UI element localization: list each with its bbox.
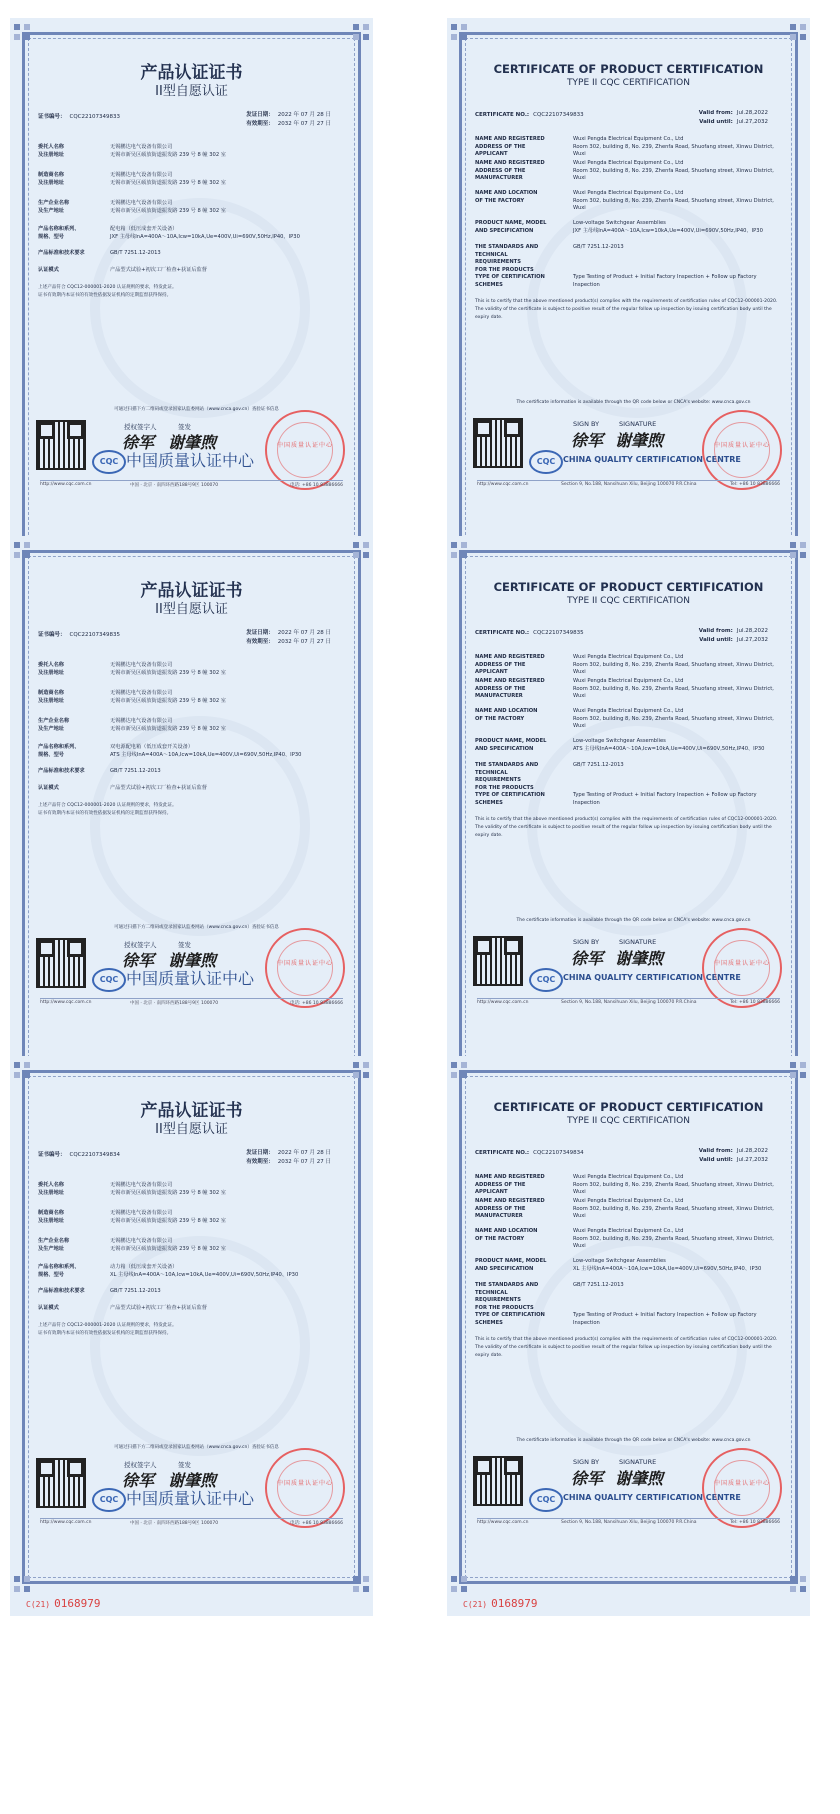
- certificate-subtitle: TYPE II CQC CERTIFICATION: [567, 1116, 690, 1126]
- issuing-organization: 中国质量认证中心: [126, 451, 255, 470]
- issue-date: 发证日期： 2022 年 07 月 28 日: [246, 1150, 331, 1156]
- signature-2: 谢肇煦: [615, 431, 664, 450]
- qr-note: The certificate information is available through the QR code below or CNCA's website: www.cnca.gov.cn: [516, 1438, 751, 1443]
- certification-statement: 上述产品符合 CQC12-000001-2020 认证规则的要求，特发此证。 证书有效期内本证书的有效性依据发证机构的定期监督获得保持。: [38, 1323, 177, 1336]
- valid-until: Valid until: Jul.27,2032: [699, 119, 768, 125]
- footer-tel: Tel: +86 10 83886666: [730, 1520, 780, 1525]
- valid-from: Valid from: Jul.28,2022: [698, 1148, 768, 1154]
- footer-tel: 电话: +86 10 83886666: [290, 1521, 343, 1526]
- footer-url: http://www.cqc.com.cn: [477, 1000, 529, 1005]
- cqc-logo: CQC: [92, 450, 126, 474]
- signer-label: 授权签字人: [124, 1461, 157, 1469]
- certificate-number: CERTIFICATE NO.: CQC22107349833: [475, 112, 584, 118]
- corner-ornament: [451, 24, 467, 40]
- corner-ornament: [14, 1062, 30, 1078]
- serial-number: C(21) 0168979: [26, 1597, 101, 1610]
- certificate-en: CERTIFICATE OF PRODUCT CERTIFICATION TYPE II CQC CERTIFICATION CERTIFICATE NO.: CQC22107349835 Valid from: Jul.28,2022 Valid until: Jul.27,2032 NAME AND REGISTERED ADDRESS OF THE APPLICANT Wuxi Pengda Electrical Equipment Co., Ltd Room 302, building 8, No. 239, Zhenfa Road, Shuofang street, Xinwu District, Wuxi NAME AND REGISTERED ADDRESS OF THE MANUFACTURER Wuxi Pengda Electrical Equipment Co., Ltd Room 302, building 8, No. 239, Zhenfa Road, Shuofang street, Xinwu District, Wuxi NAME AND LOCATION OF THE FACTORY Wuxi Pengda Electrical Equipment Co., Ltd Room 302, building 8, No. 239, Zhenfa Road, Shuofang street, Xinwu District, Wuxi PRODUCT NAME, MODEL AND SPECIFICATION Low-voltage Switchgear Assemblies ATS 主母线InA=400A～10A,Icw=10kA,Ue=400V,Ui=690V,50Hz,IP40、IP30 THE STANDARDS AND TECHNICAL REQUIREMENTS FOR THE PRODUCTS GB/T 7251.12-2013 TYPE OF CERTIFICATION SCHEMES Type Testing of Product + Initial Factory Inspection + Follow up Factory Inspection This is to certify that the above mentioned product(s) complies with the requirements of certification rules of CQC12-000001-2020. The validity of the certificate is subject to positive result of the regular follow up inspection by issuing certification body until the expiry date. The certificate information is available through the QR code below or CNCA's website: www.cnca.gov.cn SIGN BY SIGNATURE 徐军 谢肇煦 CQC CHINA QUALITY CERTIFICATION CENTRE 中国质量认证中心 http://www.cqc.com.cn Section 9, No.188, Nansihuan Xilu, Beijing 100070 P.R.China Tel: +86 10 83886666: [447, 536, 810, 1096]
- signature-1: 徐军: [571, 1469, 604, 1488]
- corner-ornament: [353, 1062, 369, 1078]
- qr-code: [36, 1458, 86, 1508]
- valid-date: 有效期至： 2032 年 07 月 27 日: [246, 1159, 331, 1165]
- footer-address: Section 9, No.188, Nansihuan Xilu, Beijing 100070 P.R.China: [561, 482, 697, 487]
- signby-label: SIGN BY: [573, 938, 600, 946]
- certificate-title: 产品认证证书: [140, 63, 243, 83]
- certificate-title: CERTIFICATE OF PRODUCT CERTIFICATION: [493, 62, 764, 76]
- signature-label: SIGNATURE: [619, 938, 657, 946]
- signature-label: SIGNATURE: [619, 420, 657, 428]
- certification-statement: This is to certify that the above mentioned product(s) complies with the requirements of certification rules of CQC12-000001-2020. The validity of the certificate is subject to positive result of the regular follow up inspection by issuing certification body until the expiry date.: [475, 299, 778, 320]
- qr-code: [36, 938, 86, 988]
- valid-until: Valid until: Jul.27,2032: [699, 637, 768, 643]
- issue-date: 发证日期： 2022 年 07 月 28 日: [246, 630, 331, 636]
- cqc-logo: CQC: [92, 968, 126, 992]
- certification-statement: This is to certify that the above mentioned product(s) complies with the requirements of certification rules of CQC12-000001-2020. The validity of the certificate is subject to positive result of the regular follow up inspection by issuing certification body until the expiry date.: [475, 1337, 778, 1358]
- signature-1: 徐军: [122, 1471, 155, 1490]
- official-seal: 中国质量认证中心: [702, 410, 782, 490]
- official-seal: 中国质量认证中心: [702, 928, 782, 1008]
- issuing-organization: 中国质量认证中心: [126, 1489, 255, 1508]
- certificate-title: CERTIFICATE OF PRODUCT CERTIFICATION: [493, 580, 764, 594]
- certification-statement: 上述产品符合 CQC12-000001-2020 认证规则的要求，特发此证。 证书有效期内本证书的有效性依据发证机构的定期监督获得保持。: [38, 285, 177, 298]
- official-seal: 中国质量认证中心: [265, 928, 345, 1008]
- valid-date: 有效期至： 2032 年 07 月 27 日: [246, 639, 331, 645]
- footer: [477, 1518, 780, 1527]
- certificate-cn: 产品认证证书 II型自愿认证 证书编号： CQC22107349834 发证日期： 2022 年 07 月 28 日 有效期至： 2032 年 07 月 27 日 委托人名称 及注册地址 无锡鹏达电气设备有限公司 无锡市新吴区硕放街道振发路 239 号 8 幢 302 室 制造商名称 及注册地址 无锡鹏达电气设备有限公司 无锡市新吴区硕放街道振发路 239 号 8 幢 302 室 生产企业名称 及生产地址 无锡鹏达电气设备有限公司 无锡市新吴区硕放街道振发路 239 号 8 幢 302 室 产品名称和系列、 规格、型号 动力箱（低压成套开关设备） XL 主母线InA=400A～10A,Icw=10kA,Ue=400V,Ui=690V,50Hz,IP40、IP30 产品标准和技术要求 GB/T 7251.12-2013 认证模式 产品型式试验+初次工厂检查+获证后监督 上述产品符合 CQC12-000001-2020 认证规则的要求，特发此证。 证书有效期内本证书的有效性依据发证机构的定期监督获得保持。 可通过扫描下方二维码或登录国家认监委网站（www.cnca.gov.cn）查验证书信息 授权签字人 签发 徐军 谢肇煦 CQC 中国质量认证中心 中国质量认证中心 http://www.cqc.com.cn 中国 · 北京 · 南四环西路188号9区 100070 电话: +86 10 83886666 C(21) 0168979: [10, 1056, 373, 1616]
- issuing-organization: CHINA QUALITY CERTIFICATION CENTRE: [563, 455, 741, 464]
- certificate-subtitle: II型自愿认证: [155, 1122, 228, 1137]
- qr-code: [473, 418, 523, 468]
- corner-ornament: [451, 1576, 467, 1592]
- footer-url: http://www.cqc.com.cn: [477, 482, 529, 487]
- certificate-subtitle: II型自愿认证: [155, 602, 228, 617]
- corner-ornament: [14, 542, 30, 558]
- qr-code: [36, 420, 86, 470]
- cqc-logo: CQC: [529, 968, 563, 992]
- valid-until: Valid until: Jul.27,2032: [699, 1157, 768, 1163]
- footer-tel: Tel: +86 10 83886666: [730, 482, 780, 487]
- signature-2: 谢肇煦: [168, 1471, 217, 1490]
- corner-ornament: [353, 1576, 369, 1592]
- certificate-subtitle: TYPE II CQC CERTIFICATION: [567, 78, 690, 88]
- certificate-title: CERTIFICATE OF PRODUCT CERTIFICATION: [493, 1100, 764, 1114]
- corner-ornament: [353, 24, 369, 40]
- certificate-subtitle: II型自愿认证: [155, 84, 228, 99]
- valid-from: Valid from: Jul.28,2022: [698, 110, 768, 116]
- qr-note: 可通过扫描下方二维码或登录国家认监委网站（www.cnca.gov.cn）查验证书信息: [114, 407, 279, 412]
- qr-note: The certificate information is available through the QR code below or CNCA's website: www.cnca.gov.cn: [516, 400, 751, 405]
- footer-url: http://www.cqc.com.cn: [40, 1000, 92, 1005]
- signature-2: 谢肇煦: [168, 951, 217, 970]
- corner-ornament: [353, 542, 369, 558]
- certification-statement: 上述产品符合 CQC12-000001-2020 认证规则的要求，特发此证。 证书有效期内本证书的有效性依据发证机构的定期监督获得保持。: [38, 803, 177, 816]
- corner-ornament: [790, 1062, 806, 1078]
- certificate-number: 证书编号： CQC22107349834: [38, 1152, 121, 1158]
- official-seal: 中国质量认证中心: [702, 1448, 782, 1528]
- cqc-logo: CQC: [529, 1488, 563, 1512]
- certificate-subtitle: TYPE II CQC CERTIFICATION: [567, 596, 690, 606]
- issuing-organization: 中国质量认证中心: [126, 969, 255, 988]
- signby-label: SIGN BY: [573, 420, 600, 428]
- official-seal: 中国质量认证中心: [265, 1448, 345, 1528]
- certificate-number: 证书编号： CQC22107349833: [38, 114, 121, 120]
- certificate-title: 产品认证证书: [140, 1101, 243, 1121]
- footer: [477, 480, 780, 489]
- corner-ornament: [451, 542, 467, 558]
- corner-ornament: [14, 24, 30, 40]
- qr-note: 可通过扫描下方二维码或登录国家认监委网站（www.cnca.gov.cn）查验证书信息: [114, 925, 279, 930]
- qr-code: [473, 1456, 523, 1506]
- certificate-number: 证书编号： CQC22107349835: [38, 632, 121, 638]
- signby-label: SIGN BY: [573, 1458, 600, 1466]
- footer: [40, 480, 343, 489]
- cqc-logo: CQC: [92, 1488, 126, 1512]
- footer: [40, 998, 343, 1007]
- corner-ornament: [451, 1062, 467, 1078]
- certificate-title: 产品认证证书: [140, 581, 243, 601]
- footer-address: 中国 · 北京 · 南四环西路188号9区 100070: [130, 1001, 219, 1006]
- official-seal: 中国质量认证中心: [265, 410, 345, 490]
- footer: [40, 1518, 343, 1527]
- signature-1: 徐军: [122, 951, 155, 970]
- corner-ornament: [790, 24, 806, 40]
- footer-url: http://www.cqc.com.cn: [477, 1520, 529, 1525]
- signature-2: 谢肇煦: [615, 949, 664, 968]
- footer-tel: 电话: +86 10 83886666: [290, 1001, 343, 1006]
- issuer-label: 签发: [178, 423, 191, 431]
- certificate-en: CERTIFICATE OF PRODUCT CERTIFICATION TYPE II CQC CERTIFICATION CERTIFICATE NO.: CQC22107349833 Valid from: Jul.28,2022 Valid until: Jul.27,2032 NAME AND REGISTERED ADDRESS OF THE APPLICANT Wuxi Pengda Electrical Equipment Co., Ltd Room 302, building 8, No. 239, Zhenfa Road, Shuofang street, Xinwu District, Wuxi NAME AND REGISTERED ADDRESS OF THE MANUFACTURER Wuxi Pengda Electrical Equipment Co., Ltd Room 302, building 8, No. 239, Zhenfa Road, Shuofang street, Xinwu District, Wuxi NAME AND LOCATION OF THE FACTORY Wuxi Pengda Electrical Equipment Co., Ltd Room 302, building 8, No. 239, Zhenfa Road, Shuofang street, Xinwu District, Wuxi PRODUCT NAME, MODEL AND SPECIFICATION Low-voltage Switchgear Assemblies JXF 主母线InA=400A～10A,Icw=10kA,Ue=400V,Ui=690V,50Hz,IP40、IP30 THE STANDARDS AND TECHNICAL REQUIREMENTS FOR THE PRODUCTS GB/T 7251.12-2013 TYPE OF CERTIFICATION SCHEMES Type Testing of Product + Initial Factory Inspection + Follow up Factory Inspection This is to certify that the above mentioned product(s) complies with the requirements of certification rules of CQC12-000001-2020. The validity of the certificate is subject to positive result of the regular follow up inspection by issuing certification body until the expiry date. The certificate information is available through the QR code below or CNCA's website: www.cnca.gov.cn SIGN BY SIGNATURE 徐军 谢肇煦 CQC CHINA QUALITY CERTIFICATION CENTRE 中国质量认证中心 http://www.cqc.com.cn Section 9, No.188, Nansihuan Xilu, Beijing 100070 P.R.China Tel: +86 10 83886666: [447, 18, 810, 578]
- footer-url: http://www.cqc.com.cn: [40, 1520, 92, 1525]
- valid-from: Valid from: Jul.28,2022: [698, 628, 768, 634]
- footer-address: 中国 · 北京 · 南四环西路188号9区 100070: [130, 1521, 219, 1526]
- cqc-logo: CQC: [529, 450, 563, 474]
- issue-date: 发证日期： 2022 年 07 月 28 日: [246, 112, 331, 118]
- certificate-number: CERTIFICATE NO.: CQC22107349835: [475, 630, 584, 636]
- issuing-organization: CHINA QUALITY CERTIFICATION CENTRE: [563, 973, 741, 982]
- footer-address: Section 9, No.188, Nansihuan Xilu, Beijing 100070 P.R.China: [561, 1000, 697, 1005]
- signature-2: 谢肇煦: [168, 433, 217, 452]
- footer-tel: 电话: +86 10 83886666: [290, 483, 343, 488]
- issuing-organization: CHINA QUALITY CERTIFICATION CENTRE: [563, 1493, 741, 1502]
- certification-statement: This is to certify that the above mentioned product(s) complies with the requirements of certification rules of CQC12-000001-2020. The validity of the certificate is subject to positive result of the regular follow up inspection by issuing certification body until the expiry date.: [475, 817, 778, 838]
- signature-label: SIGNATURE: [619, 1458, 657, 1466]
- corner-ornament: [790, 1576, 806, 1592]
- serial-number: C(21) 0168979: [463, 1597, 538, 1610]
- signer-label: 授权签字人: [124, 941, 157, 949]
- certificate-en: CERTIFICATE OF PRODUCT CERTIFICATION TYPE II CQC CERTIFICATION CERTIFICATE NO.: CQC22107349834 Valid from: Jul.28,2022 Valid until: Jul.27,2032 NAME AND REGISTERED ADDRESS OF THE APPLICANT Wuxi Pengda Electrical Equipment Co., Ltd Room 302, building 8, No. 239, Zhenfa Road, Shuofang street, Xinwu District, Wuxi NAME AND REGISTERED ADDRESS OF THE MANUFACTURER Wuxi Pengda Electrical Equipment Co., Ltd Room 302, building 8, No. 239, Zhenfa Road, Shuofang street, Xinwu District, Wuxi NAME AND LOCATION OF THE FACTORY Wuxi Pengda Electrical Equipment Co., Ltd Room 302, building 8, No. 239, Zhenfa Road, Shuofang street, Xinwu District, Wuxi PRODUCT NAME, MODEL AND SPECIFICATION Low-voltage Switchgear Assemblies XL 主母线InA=400A～10A,Icw=10kA,Ue=400V,Ui=690V,50Hz,IP40、IP30 THE STANDARDS AND TECHNICAL REQUIREMENTS FOR THE PRODUCTS GB/T 7251.12-2013 TYPE OF CERTIFICATION SCHEMES Type Testing of Product + Initial Factory Inspection + Follow up Factory Inspection This is to certify that the above mentioned product(s) complies with the requirements of certification rules of CQC12-000001-2020. The validity of the certificate is subject to positive result of the regular follow up inspection by issuing certification body until the expiry date. The certificate information is available through the QR code below or CNCA's website: www.cnca.gov.cn SIGN BY SIGNATURE 徐军 谢肇煦 CQC CHINA QUALITY CERTIFICATION CENTRE 中国质量认证中心 http://www.cqc.com.cn Section 9, No.188, Nansihuan Xilu, Beijing 100070 P.R.China Tel: +86 10 83886666 C(21) 0168979: [447, 1056, 810, 1616]
- issuer-label: 签发: [178, 941, 191, 949]
- footer-address: Section 9, No.188, Nansihuan Xilu, Beijing 100070 P.R.China: [561, 1520, 697, 1525]
- certificate-number: CERTIFICATE NO.: CQC22107349834: [475, 1150, 584, 1156]
- signature-1: 徐军: [571, 431, 604, 450]
- footer-tel: Tel: +86 10 83886666: [730, 1000, 780, 1005]
- qr-note: The certificate information is available through the QR code below or CNCA's website: www.cnca.gov.cn: [516, 918, 751, 923]
- signer-label: 授权签字人: [124, 423, 157, 431]
- footer: [477, 998, 780, 1007]
- qr-note: 可通过扫描下方二维码或登录国家认监委网站（www.cnca.gov.cn）查验证书信息: [114, 1445, 279, 1450]
- certificate-cn: 产品认证证书 II型自愿认证 证书编号： CQC22107349833 发证日期： 2022 年 07 月 28 日 有效期至： 2032 年 07 月 27 日 委托人名称 及注册地址 无锡鹏达电气设备有限公司 无锡市新吴区硕放街道振发路 239 号 8 幢 302 室 制造商名称 及注册地址 无锡鹏达电气设备有限公司 无锡市新吴区硕放街道振发路 239 号 8 幢 302 室 生产企业名称 及生产地址 无锡鹏达电气设备有限公司 无锡市新吴区硕放街道振发路 239 号 8 幢 302 室 产品名称和系列、 规格、型号 配电箱（低压成套开关设备） JXF 主母线InA=400A～10A,Icw=10kA,Ue=400V,Ui=690V,50Hz,IP40、IP30 产品标准和技术要求 GB/T 7251.12-2013 认证模式 产品型式试验+初次工厂检查+获证后监督 上述产品符合 CQC12-000001-2020 认证规则的要求，特发此证。 证书有效期内本证书的有效性依据发证机构的定期监督获得保持。 可通过扫描下方二维码或登录国家认监委网站（www.cnca.gov.cn）查验证书信息 授权签字人 签发 徐军 谢肇煦 CQC 中国质量认证中心 中国质量认证中心 http://www.cqc.com.cn 中国 · 北京 · 南四环西路188号9区 100070 电话: +86 10 83886666: [10, 18, 373, 578]
- qr-code: [473, 936, 523, 986]
- certificate-cn: 产品认证证书 II型自愿认证 证书编号： CQC22107349835 发证日期： 2022 年 07 月 28 日 有效期至： 2032 年 07 月 27 日 委托人名称 及注册地址 无锡鹏达电气设备有限公司 无锡市新吴区硕放街道振发路 239 号 8 幢 302 室 制造商名称 及注册地址 无锡鹏达电气设备有限公司 无锡市新吴区硕放街道振发路 239 号 8 幢 302 室 生产企业名称 及生产地址 无锡鹏达电气设备有限公司 无锡市新吴区硕放街道振发路 239 号 8 幢 302 室 产品名称和系列、 规格、型号 双电源配电箱（低压成套开关设备） ATS 主母线InA=400A～10A,Icw=10kA,Ue=400V,Ui=690V,50Hz,IP40、IP30 产品标准和技术要求 GB/T 7251.12-2013 认证模式 产品型式试验+初次工厂检查+获证后监督 上述产品符合 CQC12-000001-2020 认证规则的要求，特发此证。 证书有效期内本证书的有效性依据发证机构的定期监督获得保持。 可通过扫描下方二维码或登录国家认监委网站（www.cnca.gov.cn）查验证书信息 授权签字人 签发 徐军 谢肇煦 CQC 中国质量认证中心 中国质量认证中心 http://www.cqc.com.cn 中国 · 北京 · 南四环西路188号9区 100070 电话: +86 10 83886666: [10, 536, 373, 1096]
- signature-2: 谢肇煦: [615, 1469, 664, 1488]
- issuer-label: 签发: [178, 1461, 191, 1469]
- signature-1: 徐军: [122, 433, 155, 452]
- valid-date: 有效期至： 2032 年 07 月 27 日: [246, 121, 331, 127]
- signature-1: 徐军: [571, 949, 604, 968]
- corner-ornament: [790, 542, 806, 558]
- footer-address: 中国 · 北京 · 南四环西路188号9区 100070: [130, 483, 219, 488]
- corner-ornament: [14, 1576, 30, 1592]
- footer-url: http://www.cqc.com.cn: [40, 482, 92, 487]
